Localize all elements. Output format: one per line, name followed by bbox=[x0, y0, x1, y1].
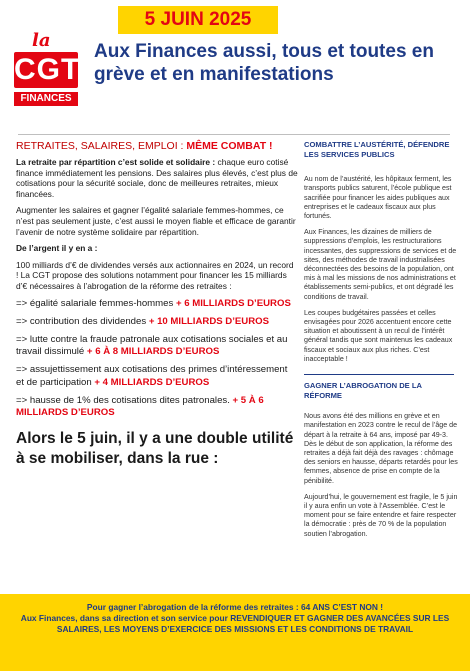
cgt-finances-logo bbox=[14, 30, 81, 128]
list-item bbox=[16, 316, 298, 328]
item-text: => contribution des dividendes bbox=[16, 315, 149, 327]
subtitle-prefix: RETRAITES, SALAIRES, EMPLOI : bbox=[16, 140, 187, 152]
logo-la: la bbox=[32, 30, 51, 51]
item-amount: + 4 MILLIARDS D’EUROS bbox=[94, 376, 210, 388]
item-amount: + 6 À 8 MILLIARDS D’EUROS bbox=[86, 346, 220, 358]
item-amount: + 6 MILLIARDS D’EUROS bbox=[175, 297, 291, 309]
item-amount: + 10 MILLIARDS D’EUROS bbox=[148, 315, 270, 327]
section-divider bbox=[304, 374, 454, 375]
paragraph-dividendes: 100 milliards d’€ de dividendes versés aux actionnaires en 2024, un record ! La CGT propose des solutions notamment pour financer les 15 milliards d’€ nécessaires à l’abrogation de la réforme des retraites : bbox=[16, 259, 294, 291]
paragraph-greve: Nous avons été des millions en grève et en manifestation en 2023 contre le recul de l’âge de départ à la retraite à 64 ans, imposé par 49-3. Dès le début de son application, la réforme des retraites a déjà fait déjà des ravages : chômage des seniors en hausse, départs retardés pour les femmes, absence de prise en compte de la pénibilité. bbox=[304, 412, 458, 485]
item-text: => lutte contre la fraude patronale aux cotisations sociales et au travail dissimulé bbox=[16, 333, 288, 358]
footer-line-1: Pour gagner l’abrogation de la réforme des retraites : 64 ANS C’EST NON ! bbox=[86, 602, 384, 612]
list-item bbox=[16, 298, 298, 310]
paragraph-argent-text: De l’argent il y en a : bbox=[16, 243, 98, 254]
footer-line-2: Aux Finances, dans sa direction et son service pour REVENDIQUER ET GAGNER DES AVANCÉES SUR LES SALAIRES, LES MOYENS D’EXERCICE DES MISSIONS ET LES CONDITIONS DE TRAVAIL bbox=[20, 613, 450, 634]
section-heading-austerite: COMBATTRE L’AUSTÉRITÉ, DÉFENDRE LES SERVICES PUBLICS bbox=[304, 140, 450, 159]
section-heading-abrogation: GAGNER L’ABROGATION DE LA RÉFORME bbox=[304, 381, 422, 400]
paragraph-vote: Aujourd’hui, le gouvernement est fragile, le 5 juin il y aura enfin un vote à l’Assemblée. C’est le moment pour se faire entendre et faire respecter la démocratie : près de 70 % de la population soutien l’abrogation. bbox=[304, 492, 458, 538]
paragraph-salaires: Augmenter les salaires et gagner l’égalité salariale femmes-hommes, ce n’est pas seulement juste, c’est aussi le moyen fiable et efficace de garantir l’avenir de notre système solidaire par répartition. bbox=[16, 205, 296, 237]
paragraph-retraite-lead: La retraite par répartition c’est solide et solidaire : bbox=[16, 157, 216, 167]
left-column bbox=[16, 140, 298, 469]
paragraph-coupes: Les coupes budgétaires passées et celles envisagées pour 2026 accentuent encore cette situation et aboutissent à un recul de l’intérêt général tandis que sont maintenus les cadeaux fiscaux et sociaux aux plus riches. C’est inacceptable ! bbox=[304, 308, 453, 363]
header-divider bbox=[18, 134, 450, 135]
footer-banner bbox=[0, 594, 470, 671]
item-text: => assujettissement aux cotisations des primes d’intéressement et de participation bbox=[16, 364, 288, 388]
list-item bbox=[16, 334, 298, 358]
list-item bbox=[16, 364, 298, 388]
paragraph-retraite bbox=[16, 157, 298, 199]
logo-cgt: CGT bbox=[14, 53, 81, 86]
paragraph-austerite: Au nom de l’austérité, les hôpitaux ferment, les transports publics saturent, l’école publique est sacrifiée pour financer les aides publiques aux entreprises et le cadeaux fiscaux aux plus fortunés. bbox=[304, 175, 452, 220]
paragraph-argent bbox=[16, 243, 298, 254]
logo-finances: FINANCES bbox=[14, 92, 78, 106]
subtitle-highlight: MÊME COMBAT ! bbox=[186, 140, 273, 152]
left-subtitle bbox=[16, 140, 298, 153]
closing-statement: Alors le 5 juin, il y a une double utilité à se mobiliser, dans la rue : bbox=[16, 430, 294, 468]
paragraph-retraite-body: chaque euro cotisé finance immédiatement les pensions. Des salaires plus élevés, c’est plus de cotisations pour la sécurité sociale, donc de meilleures retraites, mieux financées. bbox=[16, 157, 298, 199]
list-item bbox=[16, 395, 298, 419]
item-text: => égalité salariale femmes-hommes bbox=[16, 297, 176, 309]
item-amount: + 5 À 6 MILLIARDS D’EUROS bbox=[16, 394, 264, 418]
right-column bbox=[304, 140, 460, 546]
paragraph-suppressions: Aux Finances, les dizaines de milliers de suppressions d’emplois, les restructurations incessantes, des suppressions de services et de sites, des méthodes de travail industrialisées déconnectées des besoins de la population, ont mis à mal les missions de nos administrations et établissements semi-publics, et ont dégradé les conditions de travail. bbox=[304, 228, 457, 301]
item-text: => hausse de 1% des cotisations dites patronales. bbox=[16, 394, 233, 406]
date-banner: 5 JUIN 2025 bbox=[118, 6, 278, 34]
page-title: Aux Finances aussi, tous et toutes en grève et en manifestations bbox=[94, 41, 434, 85]
